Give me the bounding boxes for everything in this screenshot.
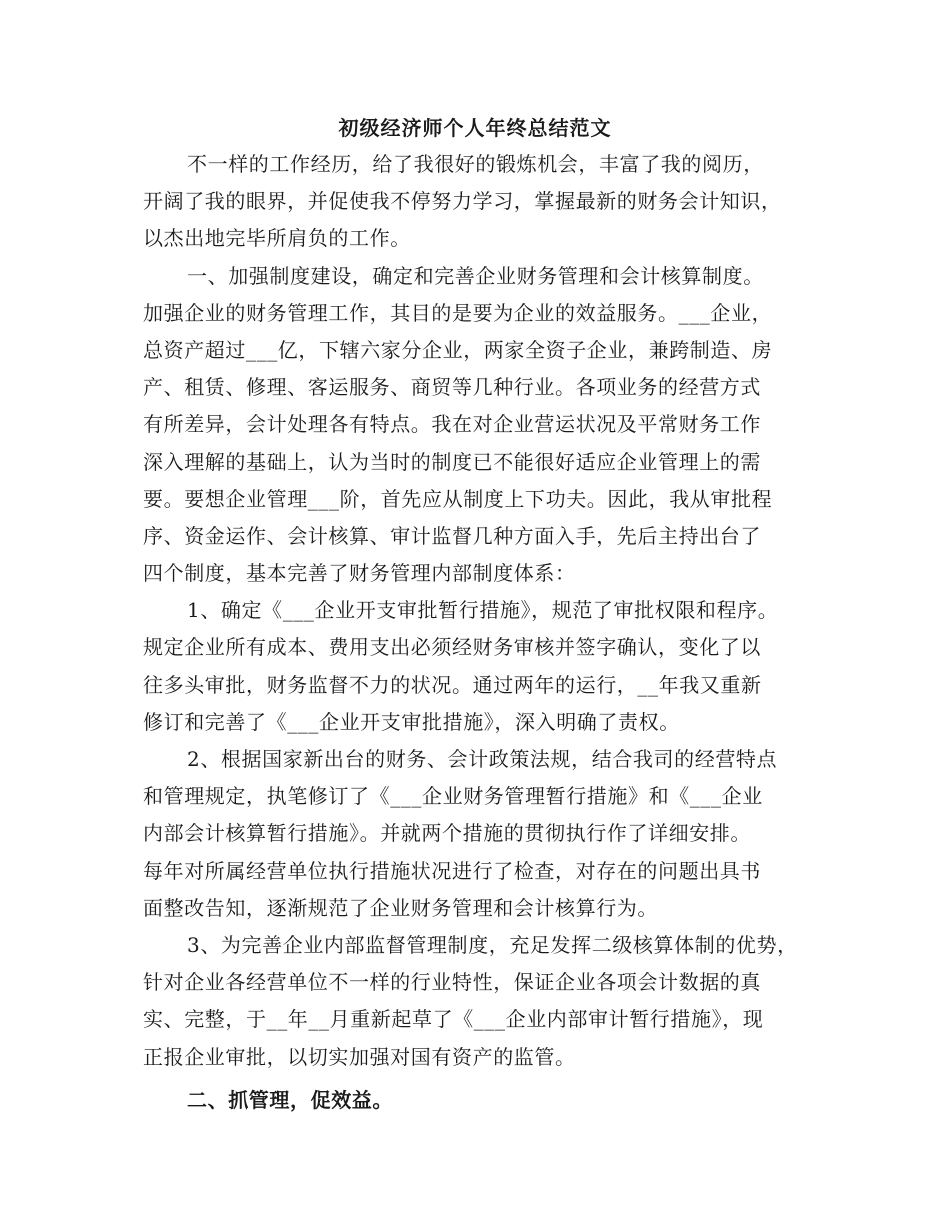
paragraph-line: 和管理规定，执笔修订了《___企业财务管理暂行措施》和《___企业 [143,784,763,809]
paragraph-line: 有所差异，会计处理各有特点。我在对企业营运状况及平常财务工作 [143,412,761,437]
paragraph-line: 针对企业各经营单位不一样的行业特性，保证企业各项会计数据的真 [143,970,761,995]
paragraph-line: 修订和完善了《___企业开支审批措施》，深入明确了责权。 [143,709,680,734]
paragraph-line: 总资产超过___亿，下辖六家分企业，两家全资子企业，兼跨制造、房 [143,337,773,362]
paragraph-line: 加强企业的财务管理工作，其目的是要为企业的效益服务。___企业， [143,300,773,325]
section-heading-bold: 二、抓管理，促效益。 [187,1087,393,1112]
paragraph-line: 四个制度，基本完善了财务管理内部制度体系： [143,561,576,586]
paragraph-line: 内部会计核算暂行措施》。并就两个措施的贯彻执行作了详细安排。 [143,821,751,846]
paragraph-line: 以杰出地完毕所肩负的工作。 [143,226,411,251]
paragraph-line: 规定企业所有成本、费用支出必须经财务审核并签字确认，变化了以 [143,635,761,660]
paragraph-line: 深入理解的基础上，认为当时的制度已不能很好适应企业管理上的需 [143,449,761,474]
paragraph-line: 3、为完善企业内部监督管理制度，充足发挥二级核算体制的优势， [187,932,798,957]
paragraph-line: 每年对所属经营单位执行措施状况进行了检查，对存在的问题出具书 [143,858,761,883]
paragraph-line: 实、完整，于__年__月重新起草了《___企业内部审计暂行措施》，现 [143,1007,764,1032]
paragraph-line: 往多头审批，财务监督不力的状况。通过两年的运行，__年我又重新 [143,672,762,697]
paragraph-line: 序、资金运作、会计核算、审计监督几种方面入手，先后主持出台了 [143,523,761,548]
paragraph-line: 1、确定《___企业开支审批暂行措施》，规范了审批权限和程序。 [187,598,779,623]
section-heading-line: 一、加强制度建设，确定和完善企业财务管理和会计核算制度。 [187,263,764,288]
paragraph-line: 正报企业审批，以切实加强对国有资产的监管。 [143,1044,576,1069]
paragraph-line: 2、根据国家新出台的财务、会计政策法规，结合我司的经营特点 [187,747,778,771]
paragraph-line: 开阔了我的眼界，并促使我不停努力学习，掌握最新的财务会计知识， [143,189,782,214]
paragraph-line: 面整改告知，逐渐规范了企业财务管理和会计核算行为。 [143,895,658,920]
paragraph-line: 不一样的工作经历，给了我很好的锻炼机会，丰富了我的阅历， [187,152,764,176]
document-title: 初级经济师个人年终总结范文 [338,116,612,140]
document-body [143,146,813,1119]
paragraph-line: 产、租赁、修理、客运服务、商贸等几种行业。各项业务的经营方式 [143,375,761,400]
paragraph-line: 要。要想企业管理___阶，首先应从制度上下功夫。因此，我从审批程 [143,486,773,511]
